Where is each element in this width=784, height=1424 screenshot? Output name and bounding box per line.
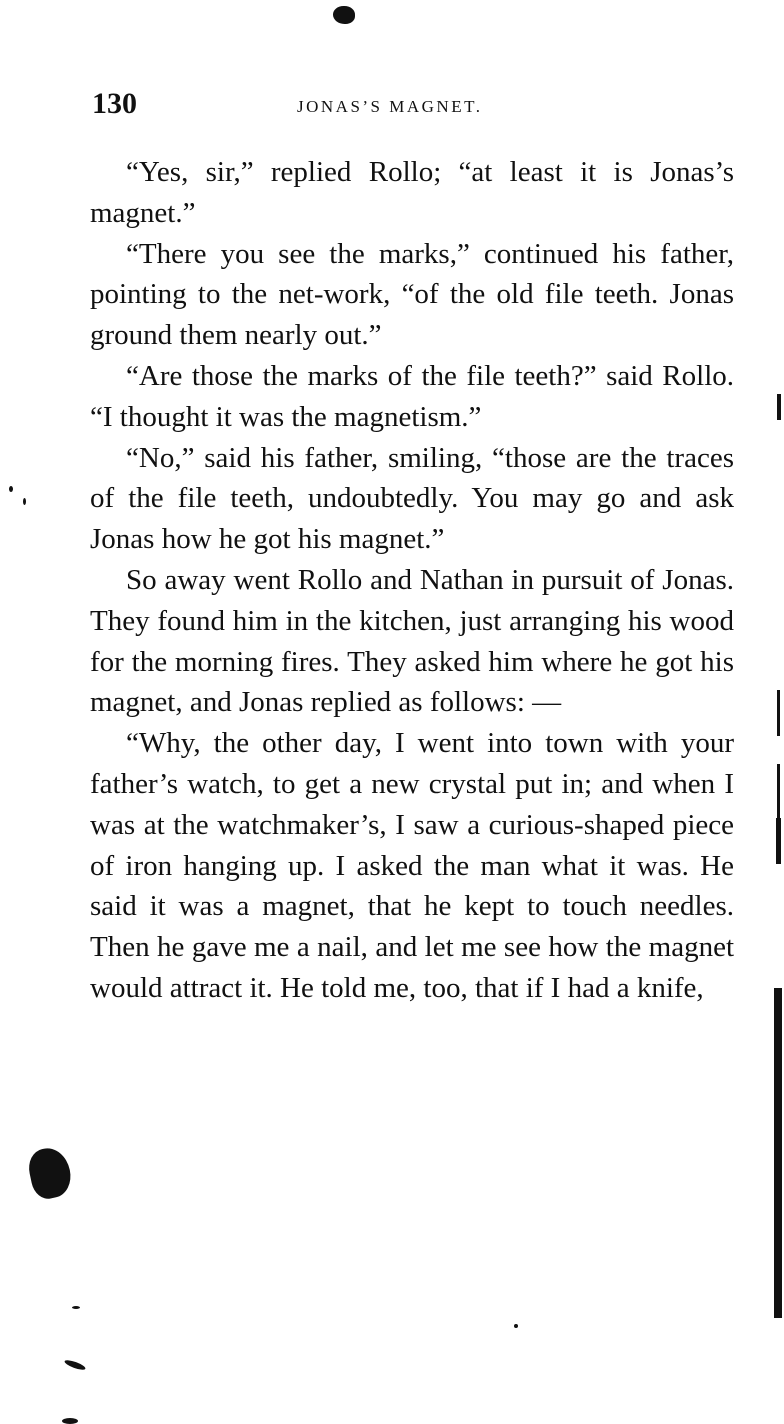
edge-mark — [777, 764, 780, 824]
paragraph: “Yes, sir,” replied Rollo; “at least it is Jonas’s magnet.” — [90, 156, 734, 229]
ink-speck — [9, 486, 13, 492]
paragraph: So away went Rollo and Nathan in pursuit of Jonas. They found him in the kitchen, just arranging his wood for the morning fires. They asked him where he got his magnet, and Jonas replied as follows: — — [90, 563, 734, 719]
paragraph: “Are those the marks of the file teeth?” said Rollo. “I thought it was the magnetism.” — [90, 359, 734, 433]
ink-blot-top — [333, 6, 355, 24]
ink-blot-left — [25, 1144, 75, 1201]
ink-speck — [62, 1418, 78, 1424]
edge-mark — [776, 818, 781, 864]
page-number: 130 — [92, 87, 137, 120]
paragraph: “There you see the marks,” continued his father, pointing to the net-work, “of the old file teeth. Jonas ground them nearly out.” — [90, 237, 734, 352]
ink-speck — [64, 1358, 87, 1371]
edge-mark — [777, 690, 780, 736]
running-title: JONAS’S MAGNET. — [297, 97, 483, 116]
ink-speck — [23, 498, 26, 505]
paragraph: “No,” said his father, smiling, “those are the traces of the file teeth, undoubtedly. You may go and ask Jonas how he got his magnet.” — [90, 441, 734, 556]
edge-mark — [774, 988, 782, 1318]
paragraph: “Why, the other day, I went into town with your father’s watch, to get a new crystal put in; and when I was at the watchmaker’s, I saw a curious-shaped piece of iron hanging up. I asked the man what it was. He said it was a magnet, that he kept to touch needles. Then he gave me a nail, and let me see how the magnet would attract it. He told me, too, that if I had a knife, — [90, 727, 734, 1004]
edge-mark — [777, 394, 781, 420]
page-body — [90, 152, 734, 1009]
page-header — [92, 84, 732, 124]
ink-speck — [514, 1324, 518, 1328]
ink-speck — [72, 1306, 80, 1309]
